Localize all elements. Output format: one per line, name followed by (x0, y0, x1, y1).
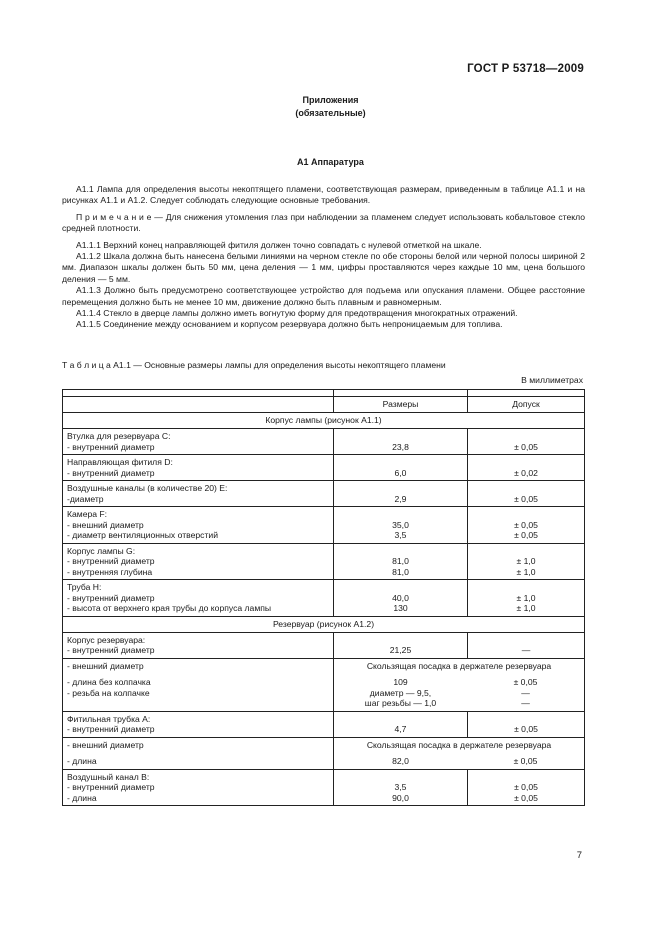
row-title: Корпус резервуара: (67, 634, 146, 645)
paragraph-a1-1: А1.1 Лампа для определения высоты некоптящего пламени, соответствующая размерам, приведенным в таблице А1.1 и на рисунках А1.1 и А1.2. Следует соблюдать следующие основные требования. (62, 184, 585, 206)
table-row (63, 658, 585, 711)
row-title: Фитильная трубка А: (67, 713, 151, 724)
row-title: Корпус лампы G: (67, 545, 136, 556)
note-paragraph (62, 212, 585, 235)
table-caption-text: А1.1 — Основные размеры лампы для определения высоты некоптящего пламени (110, 360, 446, 370)
row-param: - внутренний диаметр (67, 645, 155, 655)
table-row (63, 543, 585, 580)
table-row (63, 737, 585, 769)
row-title: Труба Н: (67, 582, 102, 592)
table-caption-label: Т а б л и ц а (62, 360, 111, 370)
paragraph-a1-1-1: А1.1.1 Верхний конец направляющей фитиля должен точно совпадать с нулевой отметкой на шкале. (76, 239, 482, 250)
dimensions-table (62, 389, 585, 806)
row-value: 2,9 (394, 493, 407, 504)
row-tolerance: ± 0,05 (514, 782, 538, 792)
header-cell-name (63, 397, 334, 413)
row-title: Воздушные каналы (в количестве 20) Е: (67, 483, 228, 493)
row-value: 130 (393, 603, 408, 613)
appendix-title: Приложения (302, 95, 359, 105)
row-value: 109 (393, 677, 408, 687)
row-tolerance: ± 0,02 (514, 467, 538, 478)
row-tolerance: ± 1,0 (516, 603, 536, 613)
row-value: 82,0 (392, 756, 409, 766)
row-param: - внешний диаметр (67, 519, 144, 530)
row-value: 6,0 (394, 467, 407, 478)
row-param: - внутренний диаметр (67, 782, 155, 792)
section-title: А1 Аппаратура (297, 157, 364, 167)
table-top-row (63, 390, 585, 397)
paragraph-a1-1-3: А1.1.3 Должно быть предусмотрено соответствующее устройство для подъема или опускания пламени. Общее расстояние перемещения должно быть не менее 10 мм, движение должно быть плавным и равномерным. (62, 285, 585, 307)
row-title: Направляющая фитиля D: (67, 457, 173, 467)
paragraph-a1-1-4: А1.1.4 Стекло в дверце лампы должно иметь вогнутую форму для предотвращения многократных отражений. (76, 308, 518, 319)
table-header-row (63, 397, 585, 413)
body-text (62, 184, 585, 331)
section-lamp-body: Корпус лампы (рисунок А1.1) (63, 413, 585, 429)
row-tolerance: — (521, 645, 531, 655)
paragraph-a1-1-5: А1.1.5 Соединение между основанием и корпусом резервуара должно быть непроницаемым для топлива. (76, 319, 503, 330)
table-row (63, 769, 585, 806)
row-param: - длина без колпачка (67, 677, 151, 687)
row-tolerance: ± 0,05 (514, 724, 538, 734)
table-row (63, 507, 585, 544)
row-value: 23,8 (392, 441, 409, 452)
row-tolerance: ± 0,05 (514, 519, 538, 530)
row-value: 3,5 (394, 530, 407, 540)
row-span-value: Скользящая посадка в держателе резервуара (366, 739, 552, 750)
section-reservoir: Резервуар (рисунок А1.2) (63, 616, 585, 632)
row-param: - длина (67, 792, 97, 803)
row-value: 21,25 (389, 645, 412, 655)
table-row (63, 711, 585, 737)
table-row (63, 429, 585, 455)
table-row (63, 481, 585, 507)
row-param: - внутренний диаметр (67, 467, 155, 478)
row-value: шаг резьбы — 1,0 (364, 698, 437, 708)
table-row (63, 455, 585, 481)
row-title: Воздушный канал В: (67, 771, 150, 782)
paragraph-a1-1-2: А1.1.2 Шкала должна быть нанесена белыми линиями на черном стекле по обе стороны белой или черной полосы шириной 2 мм. Диапазон шкалы должен быть 50 мм, цена деления — 1 мм, цифры проставляются через каждые 10 мм, цена большого деления — 5 мм. (62, 251, 585, 284)
row-param: -диаметр (67, 493, 104, 504)
row-title: Камера F: (67, 509, 108, 519)
note-text: — Для снижения утомления глаз при наблюдении за пламенем следует использовать кобальтовое стекло средней плотности. (62, 211, 585, 234)
row-value: 4,7 (394, 724, 407, 734)
table-row (63, 632, 585, 658)
row-tolerance: ± 0,05 (513, 756, 538, 766)
row-tolerance: ± 0,05 (514, 441, 538, 452)
section-row (63, 616, 585, 632)
row-param: - резьба на колпачке (67, 687, 150, 698)
row-value: 81,0 (392, 556, 409, 566)
row-tolerance: — (521, 698, 530, 708)
document-id: ГОСТ Р 53718—2009 (467, 63, 584, 75)
row-tolerance: ± 1,0 (516, 566, 536, 577)
appendix-subtitle: (обязательные) (295, 108, 366, 118)
row-param: - внутренний диаметр (67, 592, 155, 603)
row-value: 90,0 (392, 792, 409, 803)
row-param: - длина (67, 756, 97, 766)
section-row (63, 413, 585, 429)
row-span-value: Скользящая посадка в держателе резервуара (366, 660, 552, 671)
row-value: 3,5 (394, 782, 407, 792)
row-value: 81,0 (392, 566, 409, 577)
page-number: 7 (576, 850, 582, 861)
row-param: - высота от верхнего края трубы до корпуса лампы (67, 603, 272, 613)
row-tolerance: ± 0,05 (514, 493, 538, 504)
table-row (63, 580, 585, 617)
row-tolerance: ± 0,05 (514, 530, 538, 540)
row-param: - диаметр вентиляционных отверстий (67, 530, 218, 540)
row-value: 35,0 (392, 519, 409, 530)
row-param: - внешний диаметр (67, 739, 144, 750)
row-value: диаметр — 9,5, (369, 687, 432, 698)
row-param: - внутренняя глубина (67, 566, 153, 577)
row-title: Втулка для резервуара С: (67, 431, 171, 441)
header-cell-sizes: Размеры (334, 397, 468, 413)
row-param: - внутренний диаметр (67, 441, 155, 452)
row-tolerance: ± 1,0 (516, 592, 536, 603)
row-value: 40,0 (392, 592, 409, 603)
row-tolerance: ± 1,0 (516, 556, 536, 566)
row-param: - внутренний диаметр (67, 556, 155, 566)
row-tolerance: ± 0,05 (514, 792, 538, 803)
row-tolerance: ± 0,05 (513, 677, 538, 687)
row-param: - внешний диаметр (67, 660, 144, 671)
row-param: - внутренний диаметр (67, 724, 155, 734)
header-cell-tolerance: Допуск (468, 397, 585, 413)
table-caption (62, 360, 585, 371)
note-label: П р и м е ч а н и е (76, 211, 152, 222)
row-tolerance: — (521, 687, 530, 698)
table-units: В миллиметрах (521, 375, 583, 385)
